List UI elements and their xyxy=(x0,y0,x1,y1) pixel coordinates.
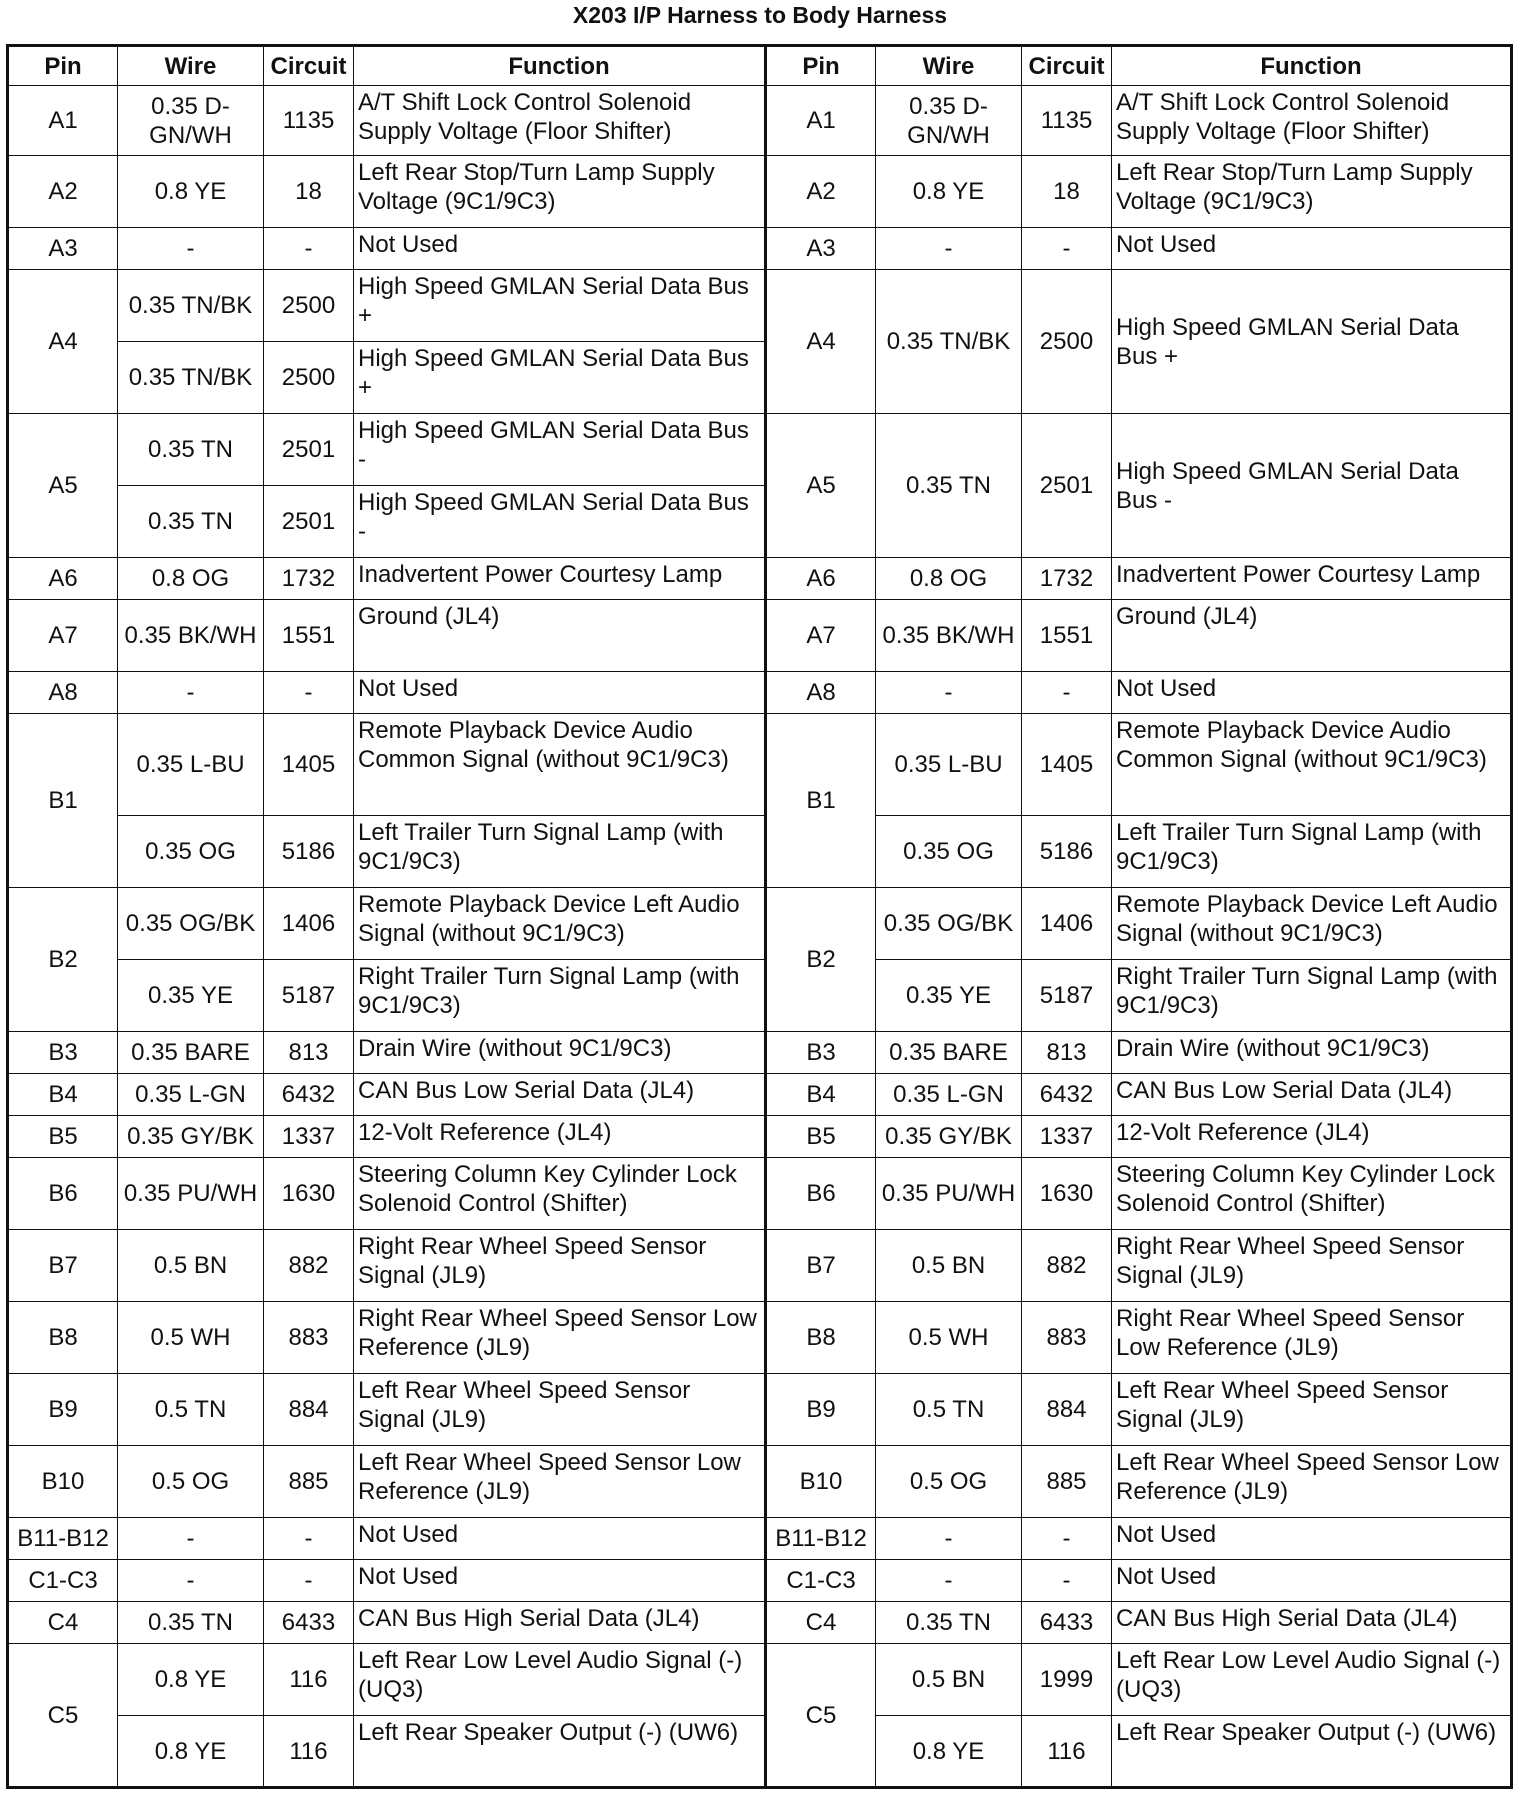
function-cell: Right Trailer Turn Signal Lamp (with 9C1/9C3) xyxy=(1112,960,1512,1032)
circuit-cell: 5187 xyxy=(1022,960,1112,1032)
pin-cell: B10 xyxy=(766,1446,876,1518)
circuit-cell: 6433 xyxy=(264,1602,354,1644)
pin-cell: A1 xyxy=(766,86,876,156)
table-row xyxy=(8,1074,1512,1116)
pin-cell: A7 xyxy=(766,600,876,672)
circuit-cell: 18 xyxy=(1022,156,1112,228)
circuit-cell: - xyxy=(1022,1560,1112,1602)
header-circuit: Circuit xyxy=(264,46,354,86)
table-row xyxy=(8,816,1512,888)
wire-cell: 0.5 OG xyxy=(876,1446,1022,1518)
wire-cell: 0.35 TN/BK xyxy=(118,342,264,414)
function-cell: Remote Playback Device Left Audio Signal (without 9C1/9C3) xyxy=(1112,888,1512,960)
circuit-cell: 884 xyxy=(264,1374,354,1446)
circuit-cell: 18 xyxy=(264,156,354,228)
circuit-cell: 1405 xyxy=(1022,714,1112,816)
circuit-cell: 1405 xyxy=(264,714,354,816)
pin-cell: C1-C3 xyxy=(8,1560,118,1602)
wire-cell: 0.5 TN xyxy=(118,1374,264,1446)
table-row xyxy=(8,414,1512,486)
circuit-cell: - xyxy=(264,672,354,714)
pin-cell: A2 xyxy=(766,156,876,228)
circuit-cell: 882 xyxy=(1022,1230,1112,1302)
circuit-cell: 883 xyxy=(264,1302,354,1374)
wire-cell: 0.35 TN/BK xyxy=(876,270,1022,414)
table-row xyxy=(8,1032,1512,1074)
table-row xyxy=(8,86,1512,156)
header-wire: Wire xyxy=(118,46,264,86)
circuit-cell: 1999 xyxy=(1022,1644,1112,1716)
wire-cell: 0.35 D-GN/WH xyxy=(118,86,264,156)
circuit-cell: 882 xyxy=(264,1230,354,1302)
table-row xyxy=(8,600,1512,672)
pin-cell: A5 xyxy=(766,414,876,558)
pin-cell: C1-C3 xyxy=(766,1560,876,1602)
table-row xyxy=(8,270,1512,342)
function-cell: High Speed GMLAN Serial Data Bus + xyxy=(354,270,766,342)
circuit-cell: 6432 xyxy=(1022,1074,1112,1116)
circuit-cell: 883 xyxy=(1022,1302,1112,1374)
wire-cell: 0.8 OG xyxy=(118,558,264,600)
header-circuit: Circuit xyxy=(1022,46,1112,86)
wire-cell: - xyxy=(118,1560,264,1602)
circuit-cell: 2500 xyxy=(1022,270,1112,414)
table-row xyxy=(8,558,1512,600)
circuit-cell: - xyxy=(1022,1518,1112,1560)
pin-cell: A3 xyxy=(8,228,118,270)
function-cell: High Speed GMLAN Serial Data Bus - xyxy=(354,486,766,558)
circuit-cell: 884 xyxy=(1022,1374,1112,1446)
function-cell: CAN Bus Low Serial Data (JL4) xyxy=(354,1074,766,1116)
wire-cell: - xyxy=(876,1518,1022,1560)
pin-cell: B4 xyxy=(8,1074,118,1116)
wire-cell: 0.35 BARE xyxy=(876,1032,1022,1074)
pin-cell: C4 xyxy=(766,1602,876,1644)
wire-cell: 0.35 BARE xyxy=(118,1032,264,1074)
wire-cell: 0.5 BN xyxy=(876,1644,1022,1716)
circuit-cell: - xyxy=(264,1560,354,1602)
circuit-cell: 1406 xyxy=(264,888,354,960)
table-row xyxy=(8,1518,1512,1560)
pin-cell: B9 xyxy=(8,1374,118,1446)
pin-cell: A8 xyxy=(8,672,118,714)
function-cell: Ground (JL4) xyxy=(1112,600,1512,672)
function-cell: High Speed GMLAN Serial Data Bus - xyxy=(354,414,766,486)
pin-cell: B1 xyxy=(766,714,876,888)
circuit-cell: 1337 xyxy=(1022,1116,1112,1158)
function-cell: Remote Playback Device Audio Common Signal (without 9C1/9C3) xyxy=(1112,714,1512,816)
pin-cell: B2 xyxy=(766,888,876,1032)
pin-cell: A4 xyxy=(766,270,876,414)
wire-cell: 0.5 BN xyxy=(876,1230,1022,1302)
function-cell: Left Rear Stop/Turn Lamp Supply Voltage (9C1/9C3) xyxy=(1112,156,1512,228)
wire-cell: 0.35 D-GN/WH xyxy=(876,86,1022,156)
wire-cell: 0.35 YE xyxy=(876,960,1022,1032)
wire-cell: 0.35 TN xyxy=(118,486,264,558)
function-cell: Drain Wire (without 9C1/9C3) xyxy=(354,1032,766,1074)
wire-cell: 0.35 PU/WH xyxy=(118,1158,264,1230)
pin-cell: B11-B12 xyxy=(766,1518,876,1560)
circuit-cell: 813 xyxy=(264,1032,354,1074)
pin-cell: B8 xyxy=(766,1302,876,1374)
function-cell: Ground (JL4) xyxy=(354,600,766,672)
wire-cell: 0.8 YE xyxy=(876,1716,1022,1788)
header-wire: Wire xyxy=(876,46,1022,86)
table-row xyxy=(8,228,1512,270)
pin-cell: A8 xyxy=(766,672,876,714)
function-cell: High Speed GMLAN Serial Data Bus + xyxy=(1112,270,1512,414)
wire-cell: 0.35 TN xyxy=(118,1602,264,1644)
circuit-cell: 1551 xyxy=(1022,600,1112,672)
table-row xyxy=(8,1560,1512,1602)
function-cell: Left Rear Wheel Speed Sensor Signal (JL9) xyxy=(354,1374,766,1446)
pin-cell: B7 xyxy=(766,1230,876,1302)
table-row xyxy=(8,960,1512,1032)
function-cell: Right Rear Wheel Speed Sensor Signal (JL9) xyxy=(1112,1230,1512,1302)
header-pin: Pin xyxy=(766,46,876,86)
pin-cell: B8 xyxy=(8,1302,118,1374)
function-cell: Inadvertent Power Courtesy Lamp xyxy=(1112,558,1512,600)
wire-cell: 0.5 WH xyxy=(118,1302,264,1374)
circuit-cell: 2501 xyxy=(264,486,354,558)
function-cell: Left Rear Wheel Speed Sensor Low Reference (JL9) xyxy=(354,1446,766,1518)
table-row xyxy=(8,1158,1512,1230)
pin-cell: C4 xyxy=(8,1602,118,1644)
circuit-cell: 6433 xyxy=(1022,1602,1112,1644)
wire-cell: - xyxy=(876,228,1022,270)
circuit-cell: 813 xyxy=(1022,1032,1112,1074)
function-cell: CAN Bus Low Serial Data (JL4) xyxy=(1112,1074,1512,1116)
wire-cell: 0.35 OG xyxy=(876,816,1022,888)
function-cell: Drain Wire (without 9C1/9C3) xyxy=(1112,1032,1512,1074)
wire-cell: 0.35 OG/BK xyxy=(118,888,264,960)
circuit-cell: 1135 xyxy=(264,86,354,156)
pin-cell: B3 xyxy=(766,1032,876,1074)
circuit-cell: 1732 xyxy=(1022,558,1112,600)
circuit-cell: 5186 xyxy=(264,816,354,888)
wire-cell: 0.8 YE xyxy=(876,156,1022,228)
table-row xyxy=(8,672,1512,714)
wire-cell: 0.35 TN xyxy=(876,1602,1022,1644)
circuit-cell: - xyxy=(264,228,354,270)
wire-cell: 0.35 GY/BK xyxy=(118,1116,264,1158)
wire-cell: 0.35 GY/BK xyxy=(876,1116,1022,1158)
wire-cell: 0.35 BK/WH xyxy=(118,600,264,672)
function-cell: Left Rear Low Level Audio Signal (-) (UQ3) xyxy=(1112,1644,1512,1716)
pin-cell: A7 xyxy=(8,600,118,672)
wire-cell: 0.5 TN xyxy=(876,1374,1022,1446)
wire-cell: 0.35 L-BU xyxy=(118,714,264,816)
function-cell: 12-Volt Reference (JL4) xyxy=(354,1116,766,1158)
table-row xyxy=(8,1302,1512,1374)
pin-cell: C5 xyxy=(766,1644,876,1788)
function-cell: Inadvertent Power Courtesy Lamp xyxy=(354,558,766,600)
wire-cell: 0.5 OG xyxy=(118,1446,264,1518)
wire-cell: 0.35 TN xyxy=(118,414,264,486)
circuit-cell: 885 xyxy=(1022,1446,1112,1518)
circuit-cell: 1630 xyxy=(264,1158,354,1230)
function-cell: Right Rear Wheel Speed Sensor Low Reference (JL9) xyxy=(354,1302,766,1374)
wire-cell: 0.35 OG xyxy=(118,816,264,888)
wire-cell: 0.35 PU/WH xyxy=(876,1158,1022,1230)
wire-cell: 0.8 OG xyxy=(876,558,1022,600)
circuit-cell: 1551 xyxy=(264,600,354,672)
pin-cell: B3 xyxy=(8,1032,118,1074)
function-cell: Remote Playback Device Left Audio Signal (without 9C1/9C3) xyxy=(354,888,766,960)
wire-cell: - xyxy=(118,228,264,270)
function-cell: Remote Playback Device Audio Common Signal (without 9C1/9C3) xyxy=(354,714,766,816)
table-row xyxy=(8,1446,1512,1518)
function-cell: Not Used xyxy=(1112,1518,1512,1560)
function-cell: Left Trailer Turn Signal Lamp (with 9C1/9C3) xyxy=(1112,816,1512,888)
pin-cell: B11-B12 xyxy=(8,1518,118,1560)
circuit-cell: - xyxy=(264,1518,354,1560)
wire-cell: 0.5 BN xyxy=(118,1230,264,1302)
table-row xyxy=(8,1116,1512,1158)
function-cell: A/T Shift Lock Control Solenoid Supply Voltage (Floor Shifter) xyxy=(1112,86,1512,156)
circuit-cell: 2500 xyxy=(264,270,354,342)
circuit-cell: 116 xyxy=(264,1644,354,1716)
table-row xyxy=(8,1374,1512,1446)
pin-cell: A6 xyxy=(766,558,876,600)
wire-cell: 0.35 TN/BK xyxy=(118,270,264,342)
pin-cell: B5 xyxy=(8,1116,118,1158)
function-cell: A/T Shift Lock Control Solenoid Supply Voltage (Floor Shifter) xyxy=(354,86,766,156)
function-cell: Not Used xyxy=(1112,1560,1512,1602)
circuit-cell: 6432 xyxy=(264,1074,354,1116)
table-row xyxy=(8,1602,1512,1644)
wire-cell: 0.35 OG/BK xyxy=(876,888,1022,960)
header-pin: Pin xyxy=(8,46,118,86)
function-cell: Right Rear Wheel Speed Sensor Signal (JL9) xyxy=(354,1230,766,1302)
function-cell: Not Used xyxy=(1112,228,1512,270)
table-title: X203 I/P Harness to Body Harness xyxy=(572,2,948,28)
wire-cell: - xyxy=(876,672,1022,714)
pin-cell: B1 xyxy=(8,714,118,888)
pin-cell: B9 xyxy=(766,1374,876,1446)
table-row xyxy=(8,1716,1512,1788)
circuit-cell: 1406 xyxy=(1022,888,1112,960)
pin-cell: A4 xyxy=(8,270,118,414)
function-cell: CAN Bus High Serial Data (JL4) xyxy=(354,1602,766,1644)
function-cell: CAN Bus High Serial Data (JL4) xyxy=(1112,1602,1512,1644)
function-cell: Left Trailer Turn Signal Lamp (with 9C1/9C3) xyxy=(354,816,766,888)
function-cell: Not Used xyxy=(354,1560,766,1602)
wire-cell: 0.5 WH xyxy=(876,1302,1022,1374)
circuit-cell: 885 xyxy=(264,1446,354,1518)
pin-cell: B5 xyxy=(766,1116,876,1158)
table-row xyxy=(8,714,1512,816)
pin-cell: A1 xyxy=(8,86,118,156)
function-cell: High Speed GMLAN Serial Data Bus - xyxy=(1112,414,1512,558)
function-cell: Left Rear Speaker Output (-) (UW6) xyxy=(1112,1716,1512,1788)
wire-cell: 0.35 TN xyxy=(876,414,1022,558)
wire-cell: 0.35 L-BU xyxy=(876,714,1022,816)
table-row xyxy=(8,888,1512,960)
table-row xyxy=(8,156,1512,228)
pin-cell: B2 xyxy=(8,888,118,1032)
wire-cell: - xyxy=(118,1518,264,1560)
function-cell: Left Rear Stop/Turn Lamp Supply Voltage (9C1/9C3) xyxy=(354,156,766,228)
function-cell: Not Used xyxy=(1112,672,1512,714)
function-cell: High Speed GMLAN Serial Data Bus + xyxy=(354,342,766,414)
wire-cell: - xyxy=(876,1560,1022,1602)
function-cell: Right Trailer Turn Signal Lamp (with 9C1/9C3) xyxy=(354,960,766,1032)
pin-cell: A2 xyxy=(8,156,118,228)
circuit-cell: 1337 xyxy=(264,1116,354,1158)
pin-cell: B7 xyxy=(8,1230,118,1302)
function-cell: 12-Volt Reference (JL4) xyxy=(1112,1116,1512,1158)
circuit-cell: - xyxy=(1022,672,1112,714)
circuit-cell: 116 xyxy=(1022,1716,1112,1788)
pin-cell: B6 xyxy=(766,1158,876,1230)
circuit-cell: 5187 xyxy=(264,960,354,1032)
wire-cell: 0.35 BK/WH xyxy=(876,600,1022,672)
function-cell: Not Used xyxy=(354,228,766,270)
wire-cell: 0.35 L-GN xyxy=(118,1074,264,1116)
wire-cell: - xyxy=(118,672,264,714)
function-cell: Steering Column Key Cylinder Lock Solenoid Control (Shifter) xyxy=(354,1158,766,1230)
function-cell: Right Rear Wheel Speed Sensor Low Reference (JL9) xyxy=(1112,1302,1512,1374)
table-row xyxy=(8,1644,1512,1716)
function-cell: Left Rear Low Level Audio Signal (-) (UQ3) xyxy=(354,1644,766,1716)
function-cell: Not Used xyxy=(354,1518,766,1560)
function-cell: Left Rear Wheel Speed Sensor Signal (JL9) xyxy=(1112,1374,1512,1446)
circuit-cell: 1630 xyxy=(1022,1158,1112,1230)
circuit-cell: 116 xyxy=(264,1716,354,1788)
header-function: Function xyxy=(354,46,766,86)
wire-cell: 0.35 YE xyxy=(118,960,264,1032)
connector-pinout-table xyxy=(6,44,1513,1789)
header-row xyxy=(8,46,1512,86)
pin-cell: B4 xyxy=(766,1074,876,1116)
pin-cell: C5 xyxy=(8,1644,118,1788)
pin-cell: A6 xyxy=(8,558,118,600)
function-cell: Not Used xyxy=(354,672,766,714)
pin-cell: A5 xyxy=(8,414,118,558)
circuit-cell: 1135 xyxy=(1022,86,1112,156)
circuit-cell: 2501 xyxy=(1022,414,1112,558)
wire-cell: 0.8 YE xyxy=(118,156,264,228)
circuit-cell: 5186 xyxy=(1022,816,1112,888)
circuit-cell: 1732 xyxy=(264,558,354,600)
circuit-cell: 2501 xyxy=(264,414,354,486)
wire-cell: 0.8 YE xyxy=(118,1716,264,1788)
function-cell: Left Rear Wheel Speed Sensor Low Reference (JL9) xyxy=(1112,1446,1512,1518)
function-cell: Steering Column Key Cylinder Lock Solenoid Control (Shifter) xyxy=(1112,1158,1512,1230)
pin-cell: B10 xyxy=(8,1446,118,1518)
wire-cell: 0.8 YE xyxy=(118,1644,264,1716)
function-cell: Left Rear Speaker Output (-) (UW6) xyxy=(354,1716,766,1788)
circuit-cell: - xyxy=(1022,228,1112,270)
circuit-cell: 2500 xyxy=(264,342,354,414)
header-function: Function xyxy=(1112,46,1512,86)
pin-cell: B6 xyxy=(8,1158,118,1230)
table-row xyxy=(8,1230,1512,1302)
wire-cell: 0.35 L-GN xyxy=(876,1074,1022,1116)
pin-cell: A3 xyxy=(766,228,876,270)
